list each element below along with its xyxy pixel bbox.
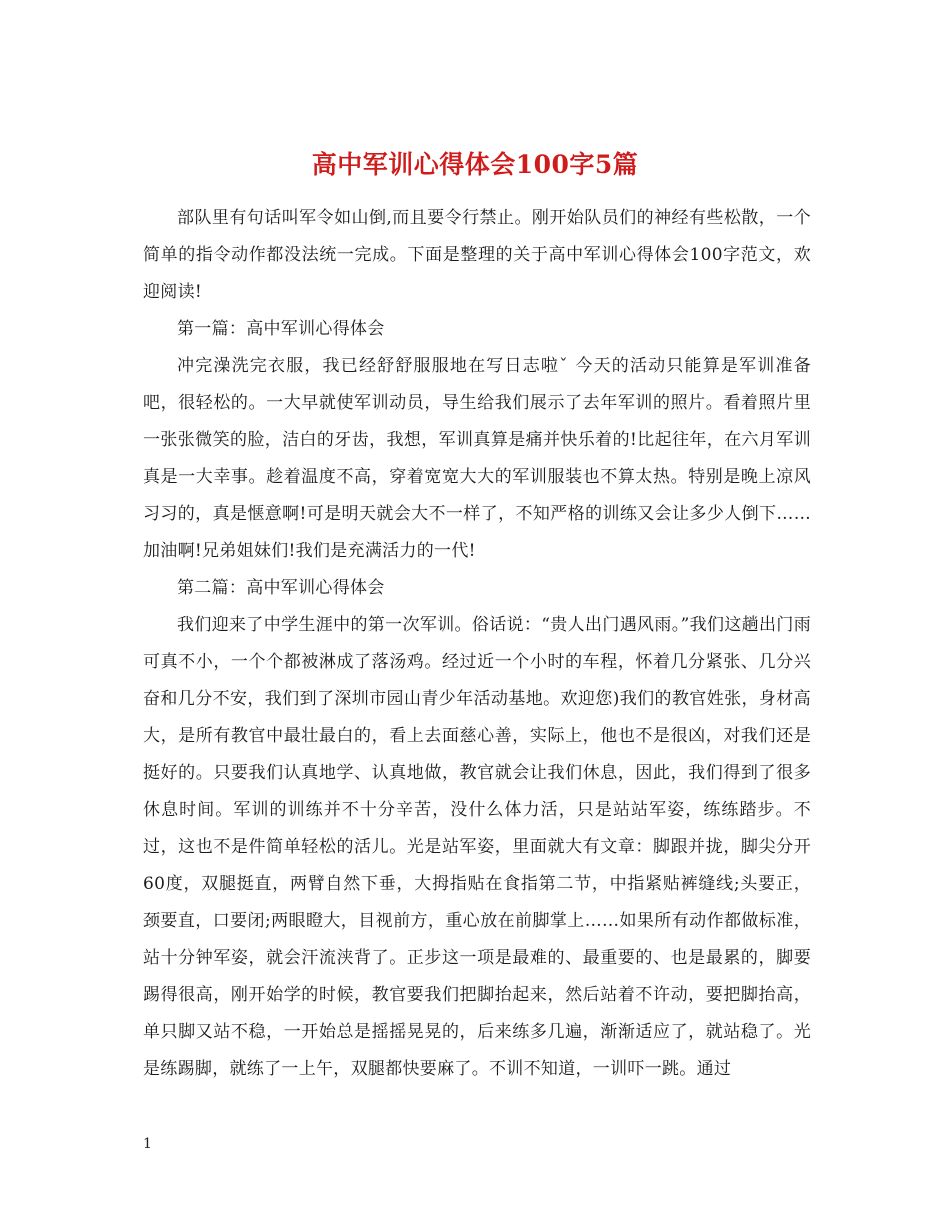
document-title: 高中军训心得体会100字5篇: [311, 149, 639, 179]
page-number: 1: [143, 1136, 152, 1152]
section-paragraph-2: 我们迎来了中学生涯中的第一次军训。俗话说：“贵人出门遇风雨。”我们这趟出门雨可真不小，一个个都被淋成了落汤鸡。经过近一个小时的车程，怀着几分紧张、几分兴奋和几分不安，我们到了深圳市园山青少年活动基地。欢迎您)我们的教官姓张，身材高大，是所有教官中最壮最白的，看上去面慈心善，实际上，他也不是很凶，对我们还是挺好的。只要我们认真地学、认真地做，教官就会让我们休息，因此，我们得到了很多休息时间。军训的训练并不十分辛苦，没什么体力活，只是站站军姿，练练踏步。不过，这也不是件简单轻松的活儿。光是站军姿，里面就大有文章：脚跟并拢，脚尖分开60度，双腿挺直，两臂自然下垂，大拇指贴在食指第二节，中指紧贴裤缝线;头要正，颈要直，口要闭;两眼瞪大，目视前方，重心放在前脚掌上……如果所有动作都做标准，站十分钟军姿，就会汗流浃背了。正步这一项是最难的、最重要的、也是最累的，脚要踢得很高，刚开始学的时候，教官要我们把脚抬起来，然后站着不许动，要把脚抬高，单只脚又站不稳，一开始总是摇摇晃晃的，后来练多几遍，渐渐适应了，就站稳了。光是练踢脚，就练了一上午，双腿都快要麻了。不训不知道，一训吓一跳。通过: [143, 615, 811, 1079]
section-heading-2: 第二篇：高中军训心得体会: [177, 578, 385, 598]
section-paragraph-1: 冲完澡洗完衣服，我已经舒舒服服地在写日志啦ˇ 今天的活动只能算是军训准备吧，很轻松的。一大早就使军训动员，导生给我们展示了去年军训的照片。看着照片里一张张微笑的脸，洁白的牙齿，我想，军训真算是痛并快乐着的!比起往年，在六月军训真是一大幸事。趁着温度不高，穿着宽宽大大的军训服装也不算太热。特别是晚上凉风习习的，真是惬意啊!可是明天就会大不一样了，不知严格的训练又会让多少人倒下……加油啊!兄弟姐妹们!我们是充满活力的一代!: [143, 356, 811, 561]
document-body: [143, 200, 811, 1088]
intro-paragraph: 部队里有句话叫军令如山倒,而且要令行禁止。刚开始队员们的神经有些松散，一个简单的指令动作都没法统一完成。下面是整理的关于高中军训心得体会100字范文，欢迎阅读!: [143, 208, 811, 302]
section-heading-1: 第一篇：高中军训心得体会: [177, 319, 385, 339]
